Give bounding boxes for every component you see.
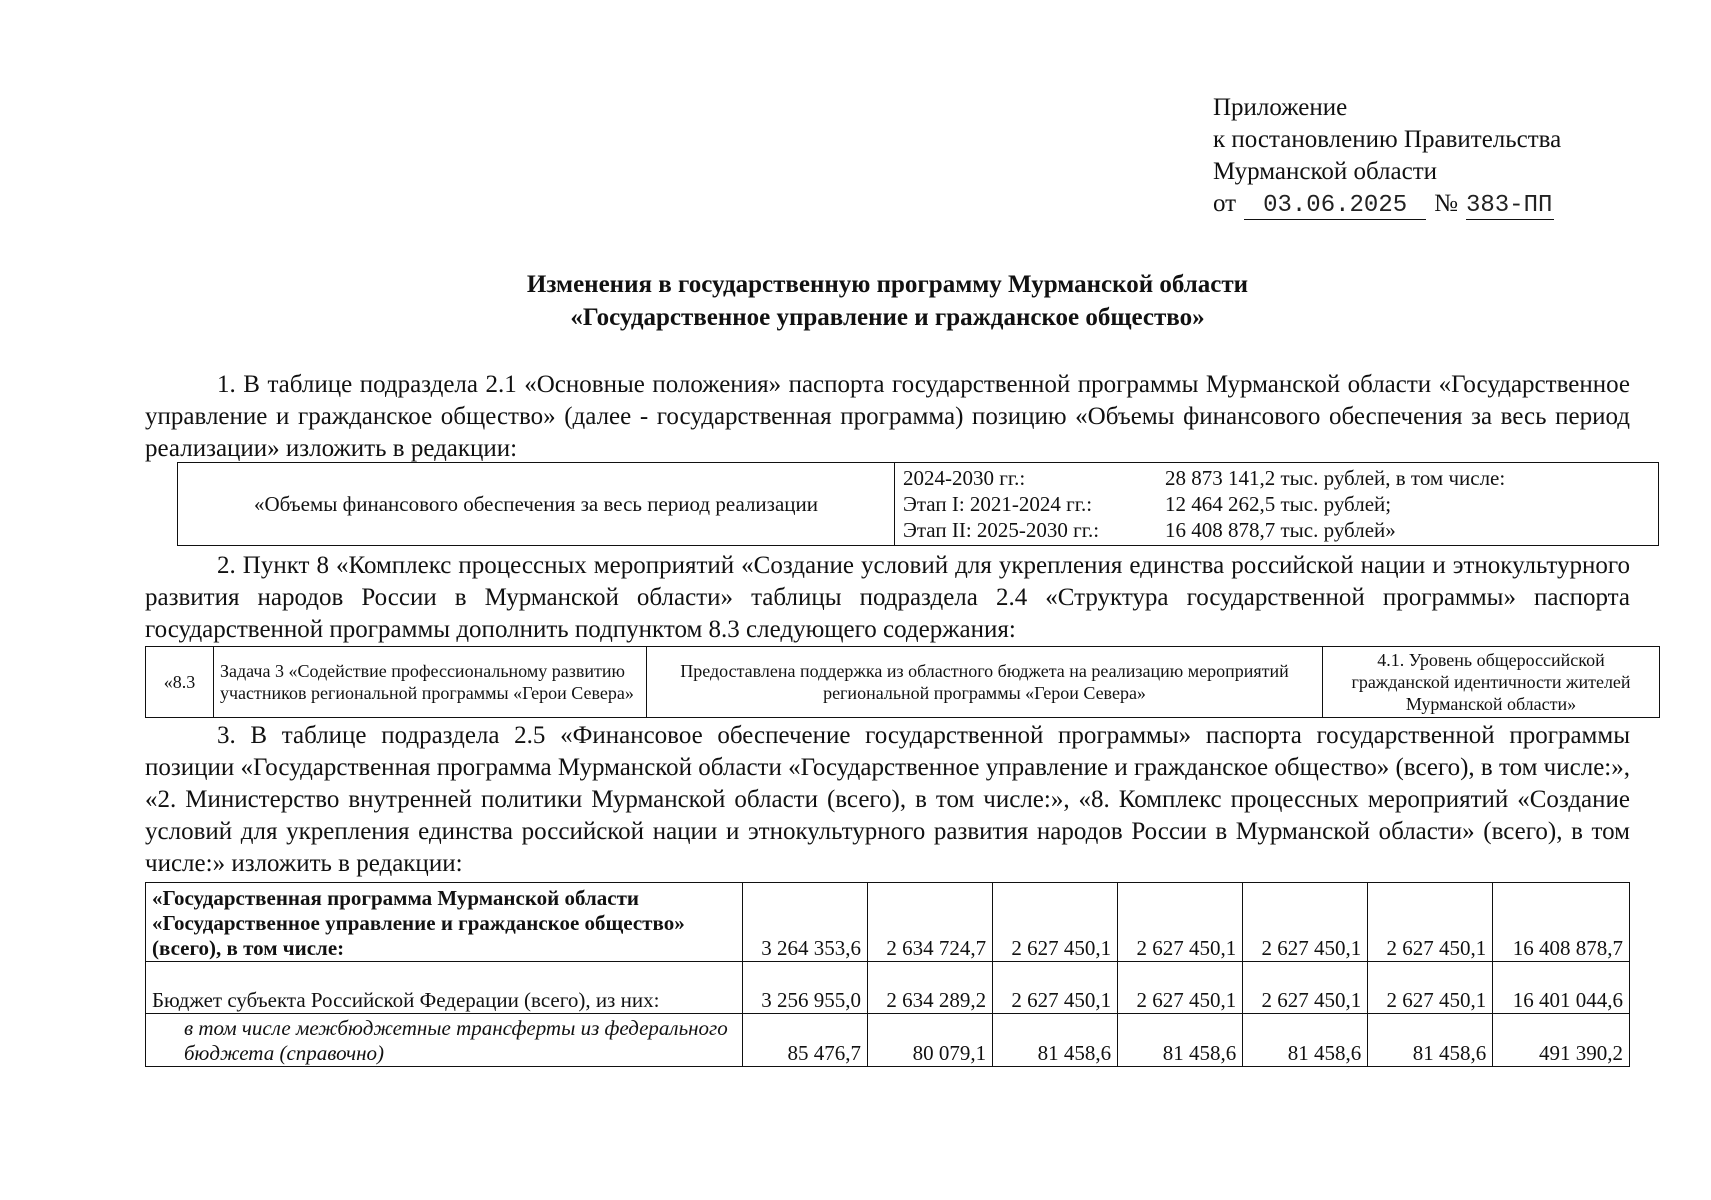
appendix-block — [1213, 92, 1561, 220]
table3-cell: 81 458,6 — [1118, 1014, 1243, 1067]
table-program-structure — [145, 646, 1660, 718]
table2-number-cell: «8.3 — [146, 647, 214, 718]
table1-label: 2024-2030 гг.: — [903, 466, 1026, 490]
table2-indicator-cell: 4.1. Уровень общероссийской гражданской идентичности жителей Мурманской области» — [1323, 647, 1660, 718]
appendix-line-3: Мурманской области — [1213, 158, 1438, 185]
table3-cell: 2 627 450,1 — [1368, 962, 1493, 1014]
table-row — [146, 962, 1630, 1014]
table3-cell: 81 458,6 — [1368, 1014, 1493, 1067]
table-financial-support — [145, 882, 1630, 1067]
table2-result-cell: Предоставлена поддержка из областного бюджета на реализацию мероприятий региональной программы «Герои Севера» — [647, 647, 1323, 718]
table1-value: 28 873 141,2 тыс. рублей, в том числе: — [1165, 466, 1506, 490]
table-row — [146, 883, 1630, 962]
title-line-2: «Государственное управление и гражданское общество» — [570, 304, 1205, 331]
table-row — [178, 463, 1659, 546]
table3-cell: 3 264 353,6 — [743, 883, 868, 962]
table3-cell: 2 627 450,1 — [993, 962, 1118, 1014]
paragraph-2: 2. Пункт 8 «Комплекс процессных мероприятий «Создание условий для укрепления единства российской нации и этнокультурного развития народов России в Мурманской области» таблицы подраздела 2.4 «Структура государственной программы» паспорта государственной программы дополнить подпунктом 8.3 следующего содержания: — [145, 552, 1630, 643]
appendix-line-1: Приложение — [1213, 94, 1348, 121]
table1-line — [903, 491, 1650, 517]
table3-row-label: Бюджет субъекта Российской Федерации (всего), из них: — [146, 962, 743, 1014]
table3-row-label: «Государственная программа Мурманской области «Государственное управление и гражданское общество» (всего), в том числе: — [146, 883, 743, 962]
table3-cell: 491 390,2 — [1493, 1014, 1630, 1067]
appendix-ot: от — [1213, 190, 1237, 217]
title-line-1: Изменения в государственную программу Мурманской области — [526, 271, 1249, 298]
table3-cell: 2 627 450,1 — [1118, 883, 1243, 962]
paragraph-3: 3. В таблице подраздела 2.5 «Финансовое обеспечение государственной программы» паспорта государственной программы позиции «Государственная программа Мурманской области «Государственное управление и гражданское общество» (всего), в том числе:», «2. Министерство внутренней политики Мурманской области (всего), в том числе:», «8. Комплекс процессных мероприятий «Создание условий для укрепления единства российской нации и этнокультурного развития народов России в Мурманской области» (всего), в том числе:» изложить в редакции: — [145, 722, 1630, 877]
table3-cell: 16 401 044,6 — [1493, 962, 1630, 1014]
table1-line — [903, 465, 1650, 491]
table3-cell: 2 634 289,2 — [868, 962, 993, 1014]
table3-row-label: в том числе межбюджетные трансферты из федерального бюджета (справочно) — [146, 1014, 743, 1067]
table3-cell: 2 627 450,1 — [1243, 962, 1368, 1014]
table3-cell: 81 458,6 — [993, 1014, 1118, 1067]
document-title — [145, 268, 1630, 334]
table1-label: Этап II: 2025-2030 гг.: — [903, 518, 1100, 542]
appendix-date-line — [1213, 188, 1561, 220]
appendix-number-sign: № — [1434, 190, 1458, 217]
table1-value: 12 464 262,5 тыс. рублей; — [1165, 492, 1392, 516]
table3-cell: 81 458,6 — [1243, 1014, 1368, 1067]
table3-cell: 16 408 878,7 — [1493, 883, 1630, 962]
table3-cell: 3 256 955,0 — [743, 962, 868, 1014]
table-row — [146, 1014, 1630, 1067]
table3-cell: 80 079,1 — [868, 1014, 993, 1067]
table3-cell: 2 627 450,1 — [1243, 883, 1368, 962]
table1-left-cell: «Объемы финансового обеспечения за весь период реализации — [178, 463, 895, 546]
appendix-number: 383-ПП — [1465, 192, 1553, 219]
table3-cell: 2 634 724,7 — [868, 883, 993, 962]
paragraph-1: 1. В таблице подраздела 2.1 «Основные положения» паспорта государственной программы Мурманской области «Государственное управление и гражданское общество» (далее - государственная программа) позицию «Объемы финансового обеспечения за весь период реализации» изложить в редакции: — [145, 371, 1630, 462]
table1-right-cell — [895, 463, 1659, 546]
table-row — [146, 647, 1660, 718]
table2-task-cell: Задача 3 «Содействие профессиональному развитию участников региональной программы «Герои Севера» — [214, 647, 647, 718]
table3-cell: 2 627 450,1 — [1368, 883, 1493, 962]
table3-cell: 2 627 450,1 — [993, 883, 1118, 962]
appendix-date: 03.06.2025 — [1244, 193, 1426, 220]
table1-value: 16 408 878,7 тыс. рублей» — [1165, 518, 1396, 542]
table1-line — [903, 517, 1650, 543]
table3-cell: 2 627 450,1 — [1118, 962, 1243, 1014]
appendix-line-2: к постановлению Правительства — [1213, 126, 1562, 153]
table3-cell: 85 476,7 — [743, 1014, 868, 1067]
table1-label: Этап I: 2021-2024 гг.: — [903, 492, 1093, 516]
table-financing-volumes — [177, 462, 1659, 546]
